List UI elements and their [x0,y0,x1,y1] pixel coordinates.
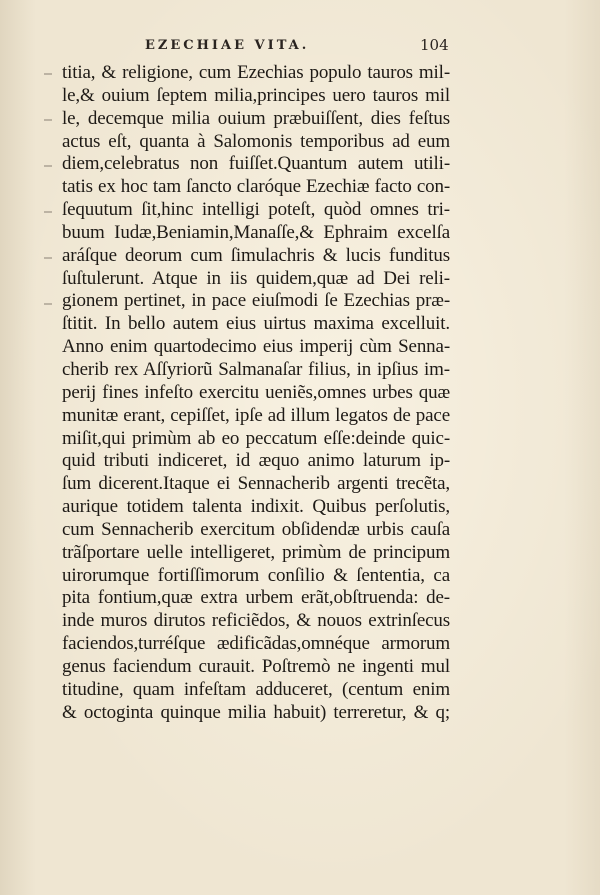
text-line: faciendos,turréſque ædificãdas,omnéque armorum [62,633,450,655]
text-line: trãſportare uelle intelligeret, primùm de principum [62,541,450,563]
text-line: genus faciendum curauit. Poſtremò ne ingenti mul [62,655,450,677]
text-line: actus eſt, quanta à Salomonis temporibus ad eum [62,130,450,152]
page-number: 104 [420,36,449,54]
running-title: EZECHIAE VITA. [145,38,310,53]
text-line: le,& ouium ſeptem milia,principes uero tauros mil [62,84,450,106]
text-line: perij fines infeſto exercitu ueniẽs,omnes urbes quæ [62,381,450,403]
text-line: ſum dicerent.Itaque ei Sennacherib argenti trecẽta, [62,473,450,495]
text-line: pita fontium,quæ extra urbem erãt,obſtruenda: de- [62,587,450,609]
text-line: ſequutum ſit,hinc intelligi poteſt, quòd omnes tri- [62,199,450,221]
text-line: aurique totidem talenta indixit. Quibus perſolutis, [62,496,450,518]
text-line: buum Iudæ,Beniamin,Manaſſe,& Ephraim excelſa [62,221,450,243]
text-line: quid tributi indiceret, id æquo animo laturum ip- [62,450,450,472]
text-line: miſit,qui primùm ab eo peccatum eſſe:deinde quic- [62,427,450,449]
text-line: cum Sennacherib exercitum obſidendæ urbis cauſa [62,518,450,540]
text-line: aráſque deorum cum ſimulachris & lucis funditus [62,244,450,266]
text-line: gionem pertinet, in pace eiuſmodi ſe Ezechias præ- [62,290,450,312]
text-line: Anno enim quartodecimo eius imperij cùm Senna- [62,336,450,358]
text-line: inde muros dirutos reficiẽdos, & nouos extrinſecus [62,610,450,632]
text-line: ſtitit. In bello autem eius uirtus maxima excelluit. [62,313,450,335]
text-line: titia, & religione, cum Ezechias populo tauros mil- [62,62,450,83]
text-line: munitæ erant, cepiſſet, ipſe ad illum legatos de pace [62,404,450,426]
text-line: le, decemque milia ouium præbuiſſent, dies feſtus [62,107,450,129]
text-line: ſuſtulerunt. Atque in iis quidem,quæ ad Dei reli- [62,267,450,289]
body-text [62,62,450,724]
text-line: diem,celebratus non fuiſſet.Quantum autem utili- [62,153,450,175]
text-line: tatis ex hoc tam ſancto claróque Ezechiæ facto con- [62,176,450,198]
text-line: titudine, quam infeſtam adduceret, (centum enim [62,678,450,700]
text-line: cherib rex Aſſyriorũ Salmanaſar filius, in ipſius im- [62,358,450,380]
text-line: uirorumque fortiſſimorum conſilio & ſententia, ca [62,564,450,586]
text-line: & octoginta quinque milia habuit) terreretur, & q; [62,701,450,723]
